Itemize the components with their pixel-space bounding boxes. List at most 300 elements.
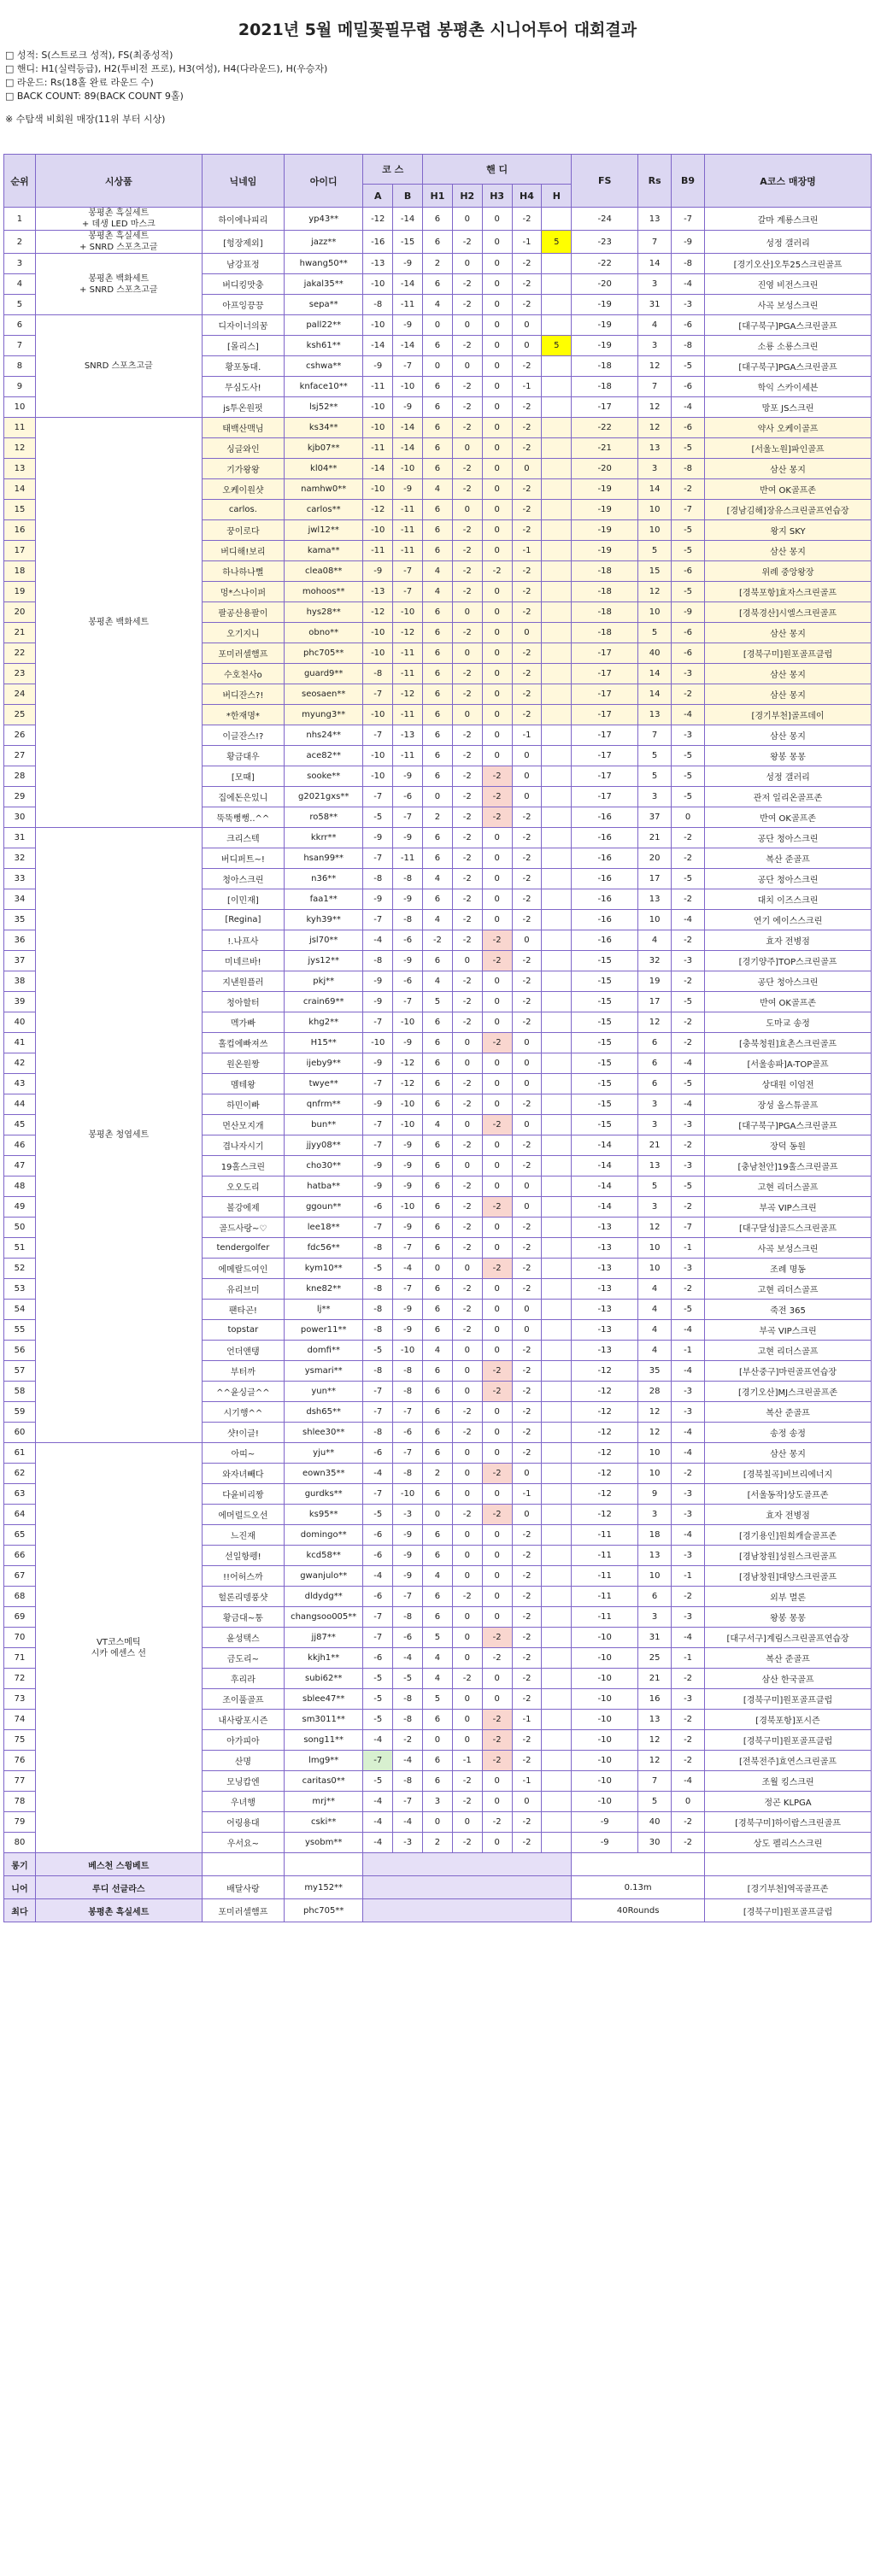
cell-id: kym10** <box>285 1259 363 1279</box>
cell-rank: 66 <box>4 1546 36 1566</box>
cell-h3: -2 <box>482 1115 512 1135</box>
cell-h <box>542 582 572 602</box>
cell-h4: -2 <box>512 1423 542 1443</box>
cell-fs: -19 <box>572 541 638 561</box>
cell-h2: -2 <box>452 1505 482 1525</box>
prize-line: 봉평촌 청엽세트 <box>88 1130 150 1140</box>
cell-nick: 오오도리 <box>202 1177 284 1197</box>
cell-h1: 2 <box>423 1464 453 1484</box>
cell-store: [대구서구]계림스크린골프연습장 <box>705 1628 872 1648</box>
cell-b9: -3 <box>672 1484 705 1505</box>
cell-fs: -16 <box>572 910 638 930</box>
cell-rs: 7 <box>638 377 672 397</box>
cell-b9: -1 <box>672 1648 705 1669</box>
cell-h3: -2 <box>482 1259 512 1279</box>
cell-h2: -2 <box>452 971 482 992</box>
cell-rs: 14 <box>638 254 672 274</box>
cell-store: [경북경산]시엘스크린골프 <box>705 602 872 623</box>
cell-h3: 0 <box>482 971 512 992</box>
cell-nick: 윤성택스 <box>202 1628 284 1648</box>
cell-b: -9 <box>393 1300 423 1320</box>
cell-h <box>542 1300 572 1320</box>
cell-h1: 0 <box>423 787 453 807</box>
cell-h2: -2 <box>452 930 482 951</box>
cell-store: 반여 OK골프존 <box>705 992 872 1012</box>
cell-h <box>542 684 572 705</box>
cell-h3: 0 <box>482 582 512 602</box>
cell-rank: 6 <box>4 315 36 336</box>
cell-h1: 4 <box>423 582 453 602</box>
cell-h3: 0 <box>482 1074 512 1094</box>
cell-id: mohoos** <box>285 582 363 602</box>
cell-fs: -10 <box>572 1751 638 1771</box>
cell-fs: -16 <box>572 848 638 869</box>
cell-h2: -2 <box>452 725 482 746</box>
header-b9: B9 <box>672 155 705 208</box>
cell-rank: 28 <box>4 766 36 787</box>
cell-rs: 10 <box>638 1443 672 1464</box>
cell-id: gurdks** <box>285 1484 363 1505</box>
cell-rank: 31 <box>4 828 36 848</box>
cell-h <box>542 1566 572 1587</box>
cell-store: 왕지 SKY <box>705 520 872 541</box>
cell-a: -7 <box>363 910 393 930</box>
cell-fs: -14 <box>572 1156 638 1177</box>
prize-line: 시카 에센스 선 <box>91 1648 146 1658</box>
cell-h1: 6 <box>423 1279 453 1300</box>
cell-a: -10 <box>363 643 393 664</box>
cell-h3: 0 <box>482 1607 512 1628</box>
cell-fs: -19 <box>572 315 638 336</box>
cell-h4: -2 <box>512 1238 542 1259</box>
cell-h <box>542 889 572 910</box>
cell-nick: [모때] <box>202 766 284 787</box>
cell-fs: -19 <box>572 520 638 541</box>
cell-id: ace82** <box>285 746 363 766</box>
cell-fs: -11 <box>572 1587 638 1607</box>
cell-h1: 6 <box>423 1751 453 1771</box>
cell-nick: 싱글와인 <box>202 438 284 459</box>
page-title: 2021년 5월 메밀꽃필무렵 봉평촌 시니어투어 대회결과 <box>238 21 637 39</box>
cell-h2: 0 <box>452 1115 482 1135</box>
cell-h1: 6 <box>423 1320 453 1341</box>
cell-h <box>542 397 572 418</box>
cell-h <box>542 1546 572 1566</box>
table-row <box>4 315 872 336</box>
cell-b: -8 <box>393 1464 423 1484</box>
cell-nick: 홀컵에빠져쓰 <box>202 1033 284 1053</box>
cell-nick: 포미러셀햄프 <box>202 643 284 664</box>
cell-h4: 0 <box>512 1177 542 1197</box>
cell-rank: 67 <box>4 1566 36 1587</box>
cell-id: jazz** <box>285 231 363 254</box>
cell-h3: -2 <box>482 1197 512 1218</box>
cell-rs: 12 <box>638 1012 672 1033</box>
cell-h3: 0 <box>482 1587 512 1607</box>
cell-h3: -2 <box>482 1382 512 1402</box>
cell-fs: -10 <box>572 1771 638 1792</box>
cell-store: 도마교 송정 <box>705 1012 872 1033</box>
table-row <box>4 418 872 438</box>
cell-h1: 6 <box>423 1484 453 1505</box>
legend-line: □ 라운드: Rs(18홀 완료 라운드 수) <box>5 77 154 88</box>
cell-fs: -13 <box>572 1320 638 1341</box>
cell-b9: -4 <box>672 1525 705 1546</box>
cell-h3: 0 <box>482 992 512 1012</box>
cell-h4: -2 <box>512 418 542 438</box>
cell-h2: 0 <box>452 208 482 231</box>
cell-h2: 0 <box>452 500 482 520</box>
cell-store: [경남김해]장유스크린골프연습장 <box>705 500 872 520</box>
cell-h2: -2 <box>452 561 482 582</box>
cell-id: sepa** <box>285 295 363 315</box>
cell-id: kkjh1** <box>285 1648 363 1669</box>
cell-b: -9 <box>393 1546 423 1566</box>
cell-rs: 25 <box>638 1648 672 1669</box>
cell-rs: 4 <box>638 930 672 951</box>
cell-fs: -10 <box>572 1689 638 1710</box>
cell-h3: 0 <box>482 1566 512 1587</box>
cell-b: -10 <box>393 1341 423 1361</box>
cell-h3: 0 <box>482 1669 512 1689</box>
cell-h2: -2 <box>452 459 482 479</box>
cell-store: 진영 비전스크린 <box>705 274 872 295</box>
cell-h <box>542 787 572 807</box>
cell-fs: -13 <box>572 1259 638 1279</box>
header-h: H <box>542 185 572 208</box>
cell-nick: 멕가빠 <box>202 1012 284 1033</box>
cell-h <box>542 705 572 725</box>
cell-fs: -14 <box>572 1197 638 1218</box>
cell-b9: -2 <box>672 848 705 869</box>
cell-h2: -2 <box>452 1771 482 1792</box>
cell-id: ks95** <box>285 1505 363 1525</box>
cell-rank: 18 <box>4 561 36 582</box>
cell-b: -11 <box>393 295 423 315</box>
cell-b: -10 <box>393 602 423 623</box>
cell-h1: 6 <box>423 1094 453 1115</box>
prize-line: + SNRD 스포츠고글 <box>79 243 158 252</box>
cell-a: -5 <box>363 1710 393 1730</box>
header-h2: H2 <box>452 185 482 208</box>
cell-fs: -19 <box>572 500 638 520</box>
cell-h4: -2 <box>512 848 542 869</box>
cell-rs: 5 <box>638 1792 672 1812</box>
cell-h1: 6 <box>423 623 453 643</box>
cell-h <box>542 1792 572 1812</box>
cell-h4: 0 <box>512 930 542 951</box>
cell-rs: 10 <box>638 1464 672 1484</box>
cell-a: -7 <box>363 1135 393 1156</box>
cell-h2: -2 <box>452 582 482 602</box>
cell-h1: 6 <box>423 828 453 848</box>
cell-a: -7 <box>363 725 393 746</box>
cell-b9: 0 <box>672 807 705 828</box>
cell-h1: 2 <box>423 1833 453 1853</box>
cell-h1: 4 <box>423 561 453 582</box>
cell-rs: 21 <box>638 828 672 848</box>
cell-h4: 0 <box>512 1033 542 1053</box>
cell-id: hwang50** <box>285 254 363 274</box>
cell-a: -11 <box>363 541 393 561</box>
cell-rank: 29 <box>4 787 36 807</box>
cell-a: -9 <box>363 1094 393 1115</box>
legend-line: □ BACK COUNT: 89(BACK COUNT 9홀) <box>5 91 184 102</box>
cell-rs: 17 <box>638 869 672 889</box>
award-nick: 배달사랑 <box>202 1876 284 1899</box>
cell-nick: 아가피아 <box>202 1730 284 1751</box>
cell-id: carlos** <box>285 500 363 520</box>
cell-rank: 68 <box>4 1587 36 1607</box>
cell-rank: 73 <box>4 1689 36 1710</box>
cell-h3: -2 <box>482 807 512 828</box>
cell-nick: 샷!이글! <box>202 1423 284 1443</box>
award-row <box>4 1853 872 1876</box>
cell-b9: -4 <box>672 1361 705 1382</box>
cell-h4: 0 <box>512 1464 542 1484</box>
cell-rank: 32 <box>4 848 36 869</box>
cell-b: -4 <box>393 1751 423 1771</box>
cell-b9: -6 <box>672 623 705 643</box>
cell-h2: -1 <box>452 1751 482 1771</box>
cell-id: song11** <box>285 1730 363 1751</box>
cell-rank: 20 <box>4 602 36 623</box>
cell-b9: -6 <box>672 561 705 582</box>
cell-b: -10 <box>393 377 423 397</box>
cell-a: -10 <box>363 1033 393 1053</box>
cell-h2: -2 <box>452 807 482 828</box>
cell-b9: -4 <box>672 397 705 418</box>
cell-b9: -1 <box>672 1238 705 1259</box>
award-value <box>572 1853 705 1876</box>
cell-b: -7 <box>393 582 423 602</box>
cell-h2: -2 <box>452 664 482 684</box>
cell-rank: 34 <box>4 889 36 910</box>
cell-rs: 14 <box>638 664 672 684</box>
cell-h1: 6 <box>423 889 453 910</box>
cell-h1: 6 <box>423 1197 453 1218</box>
cell-h2: -2 <box>452 787 482 807</box>
cell-rank: 42 <box>4 1053 36 1074</box>
cell-rank: 4 <box>4 274 36 295</box>
cell-b9: -2 <box>672 1197 705 1218</box>
cell-rank: 25 <box>4 705 36 725</box>
award-value: 40Rounds <box>572 1899 705 1922</box>
cell-h4: -2 <box>512 807 542 828</box>
cell-b: -8 <box>393 1771 423 1792</box>
cell-rs: 3 <box>638 1197 672 1218</box>
cell-b9: -4 <box>672 910 705 930</box>
cell-store: [경남창원]대양스크린골프 <box>705 1566 872 1587</box>
cell-b9: -2 <box>672 1833 705 1853</box>
cell-b: -7 <box>393 1402 423 1423</box>
cell-rank: 11 <box>4 418 36 438</box>
cell-rs: 5 <box>638 1177 672 1197</box>
cell-b9: -4 <box>672 1628 705 1648</box>
header-store: A코스 매장명 <box>705 155 872 208</box>
cell-h2: -2 <box>452 828 482 848</box>
cell-h3: 0 <box>482 397 512 418</box>
cell-h2: -2 <box>452 1218 482 1238</box>
cell-fs: -16 <box>572 889 638 910</box>
cell-a: -12 <box>363 208 393 231</box>
cell-b: -7 <box>393 1792 423 1812</box>
cell-fs: -12 <box>572 1423 638 1443</box>
cell-fs: -17 <box>572 643 638 664</box>
cell-h1: 6 <box>423 1135 453 1156</box>
cell-b9: -6 <box>672 418 705 438</box>
cell-nick: 무심도사! <box>202 377 284 397</box>
cell-h2: -2 <box>452 541 482 561</box>
cell-b: -5 <box>393 1669 423 1689</box>
cell-fs: -10 <box>572 1792 638 1812</box>
cell-h4: -2 <box>512 208 542 231</box>
cell-rank: 61 <box>4 1443 36 1464</box>
cell-h4: -2 <box>512 479 542 500</box>
cell-b: -14 <box>393 336 423 356</box>
cell-a: -7 <box>363 1382 393 1402</box>
cell-h4: -2 <box>512 951 542 971</box>
cell-b9: -3 <box>672 1505 705 1525</box>
cell-h1: 6 <box>423 1300 453 1320</box>
cell-id: jj87** <box>285 1628 363 1648</box>
cell-h1: 6 <box>423 438 453 459</box>
cell-a: -10 <box>363 623 393 643</box>
cell-nick: 에머럴드오선 <box>202 1505 284 1525</box>
cell-h3: 0 <box>482 377 512 397</box>
cell-h4: 0 <box>512 1053 542 1074</box>
cell-h <box>542 1730 572 1751</box>
cell-store: 삼산 몽지 <box>705 623 872 643</box>
cell-nick: 아띠~ <box>202 1443 284 1464</box>
cell-nick: 수호천사o <box>202 664 284 684</box>
cell-a: -5 <box>363 1505 393 1525</box>
cell-b9: -4 <box>672 1320 705 1341</box>
cell-b9: -4 <box>672 1423 705 1443</box>
cell-id: cshwa** <box>285 356 363 377</box>
cell-fs: -10 <box>572 1710 638 1730</box>
cell-fs: -18 <box>572 582 638 602</box>
cell-fs: -24 <box>572 208 638 231</box>
cell-h1: 6 <box>423 1156 453 1177</box>
cell-nick: 부터까 <box>202 1361 284 1382</box>
cell-rank: 10 <box>4 397 36 418</box>
cell-id: power11** <box>285 1320 363 1341</box>
cell-nick: 버디잔스?! <box>202 684 284 705</box>
cell-b: -11 <box>393 848 423 869</box>
cell-b: -7 <box>393 356 423 377</box>
cell-h: 5 <box>542 231 572 254</box>
cell-h4: -2 <box>512 1751 542 1771</box>
award-id <box>285 1853 363 1876</box>
cell-a: -11 <box>363 377 393 397</box>
cell-b: -11 <box>393 643 423 664</box>
cell-h4: -2 <box>512 705 542 725</box>
cell-b: -9 <box>393 1156 423 1177</box>
cell-b: -6 <box>393 971 423 992</box>
cell-h1: 6 <box>423 377 453 397</box>
cell-h4: -2 <box>512 1361 542 1382</box>
award-store <box>705 1853 872 1876</box>
cell-h4: -1 <box>512 377 542 397</box>
cell-b: -9 <box>393 315 423 336</box>
cell-a: -9 <box>363 356 393 377</box>
cell-h4: -2 <box>512 1382 542 1402</box>
cell-rank: 57 <box>4 1361 36 1382</box>
cell-h1: 0 <box>423 1812 453 1833</box>
header-rank: 순위 <box>4 155 36 208</box>
cell-h1: 0 <box>423 1730 453 1751</box>
cell-a: -10 <box>363 705 393 725</box>
award-prize: 베스천 스윙베트 <box>35 1853 202 1876</box>
cell-rs: 6 <box>638 1587 672 1607</box>
cell-fs: -13 <box>572 1238 638 1259</box>
cell-fs: -11 <box>572 1607 638 1628</box>
cell-h4: 0 <box>512 746 542 766</box>
cell-h1: 6 <box>423 1546 453 1566</box>
cell-id: eown35** <box>285 1464 363 1484</box>
cell-h <box>542 910 572 930</box>
cell-h2: 0 <box>452 705 482 725</box>
cell-h4: 0 <box>512 1115 542 1135</box>
cell-h2: 0 <box>452 1628 482 1648</box>
cell-nick: 19홀스크린 <box>202 1156 284 1177</box>
cell-b: -7 <box>393 1587 423 1607</box>
cell-rs: 31 <box>638 1628 672 1648</box>
cell-a: -8 <box>363 1279 393 1300</box>
cell-rank: 40 <box>4 1012 36 1033</box>
cell-h4: -2 <box>512 1218 542 1238</box>
cell-b9: -2 <box>672 889 705 910</box>
cell-rs: 12 <box>638 356 672 377</box>
cell-rs: 10 <box>638 602 672 623</box>
cell-h2: 0 <box>452 315 482 336</box>
cell-rank: 48 <box>4 1177 36 1197</box>
cell-h <box>542 1259 572 1279</box>
table-row <box>4 208 872 231</box>
cell-b: -9 <box>393 1218 423 1238</box>
cell-a: -4 <box>363 1812 393 1833</box>
cell-rs: 13 <box>638 705 672 725</box>
cell-b9: -5 <box>672 541 705 561</box>
cell-h2: 0 <box>452 1464 482 1484</box>
cell-id: qnfrm** <box>285 1094 363 1115</box>
cell-h2: 0 <box>452 1382 482 1402</box>
cell-h4: 0 <box>512 623 542 643</box>
cell-h3: -2 <box>482 951 512 971</box>
cell-rank: 58 <box>4 1382 36 1402</box>
cell-nick: 하민이빠 <box>202 1094 284 1115</box>
cell-h2: 0 <box>452 1566 482 1587</box>
cell-fs: -17 <box>572 746 638 766</box>
cell-a: -7 <box>363 1484 393 1505</box>
cell-b9: -2 <box>672 1012 705 1033</box>
cell-b9: -5 <box>672 869 705 889</box>
cell-a: -7 <box>363 1012 393 1033</box>
cell-rs: 21 <box>638 1669 672 1689</box>
cell-h: 5 <box>542 336 572 356</box>
cell-h3: 0 <box>482 1525 512 1546</box>
prize-line: SNRD 스포츠고글 <box>84 361 153 371</box>
cell-h4: -2 <box>512 1730 542 1751</box>
cell-rs: 6 <box>638 1033 672 1053</box>
cell-h1: 6 <box>423 1012 453 1033</box>
cell-b: -11 <box>393 705 423 725</box>
cell-b: -9 <box>393 1135 423 1156</box>
cell-fs: -13 <box>572 1279 638 1300</box>
cell-rank: 12 <box>4 438 36 459</box>
cell-a: -7 <box>363 1218 393 1238</box>
